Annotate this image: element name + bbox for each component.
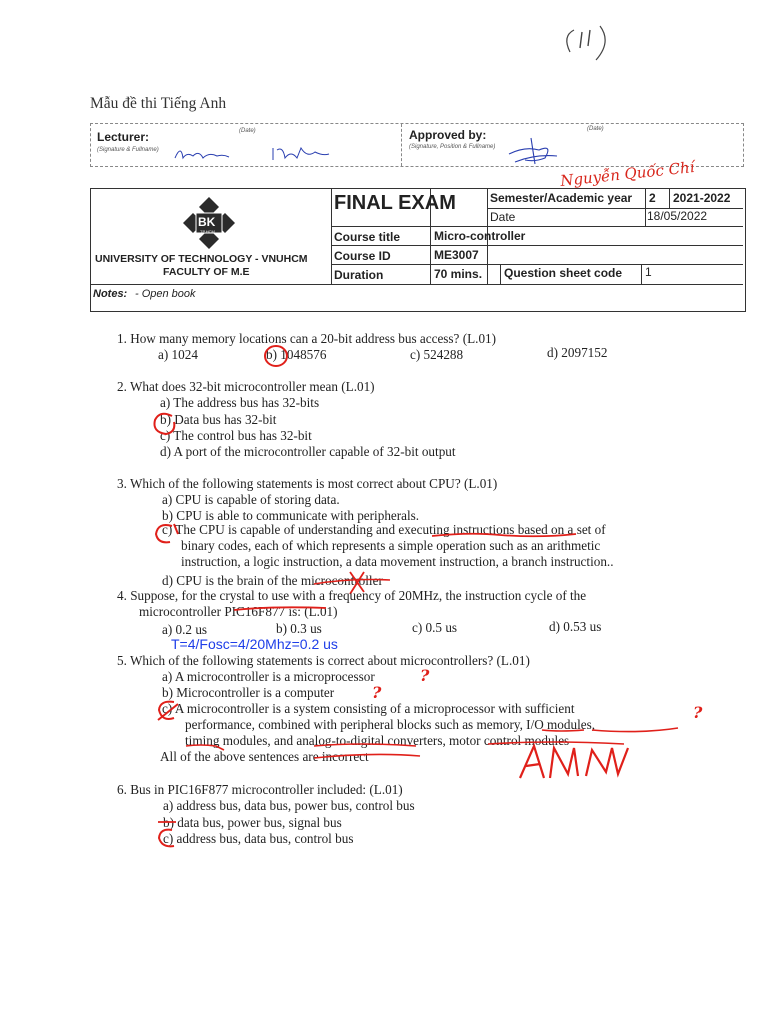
q2-answer-circle	[150, 410, 180, 438]
q1-option-b: b) 1048576	[266, 347, 327, 362]
approver-name: Nguyễn Quốc Chí	[559, 158, 696, 190]
q5-option-b: b) Microcontroller is a computer	[162, 685, 335, 700]
q4-option-c: c) 0.5 us	[412, 620, 458, 635]
q5-option-c-line2: performance, combined with peripheral blocks such as memory, I/O modules,	[185, 717, 596, 732]
duration-value: 70 mins.	[434, 267, 483, 281]
question-2: 2. What does 32-bit microcontroller mean (L.01)	[117, 379, 375, 394]
q5-option-d: All of the above sentences are incorrect	[160, 749, 369, 764]
notes-label: Notes:	[93, 288, 128, 300]
q3-option-c-line1: c) The CPU is capable of understanding and executing instructions based on a set of	[162, 522, 606, 537]
course-id-label: Course ID	[334, 249, 391, 263]
date-value: 18/05/2022	[647, 209, 708, 223]
q6-answer-circle	[154, 812, 188, 852]
q1-answer-circle	[262, 343, 290, 369]
sheet-code-value: 1	[645, 265, 652, 279]
page-number-mark	[560, 22, 612, 66]
approved-date-hint: (Date)	[587, 126, 604, 132]
exam-header-table	[90, 188, 746, 312]
approved-label: Approved by:	[409, 128, 487, 142]
sheet-code-label: Question sheet code	[504, 266, 623, 280]
q3-option-a: a) CPU is capable of storing data.	[162, 492, 340, 507]
q4-solution-note: T=4/Fosc=4/20Mhz=0.2 us	[171, 636, 338, 652]
q3-answer-circle	[150, 520, 182, 548]
semester-value: 2	[649, 191, 656, 205]
course-title-value: Micro-controller	[434, 229, 526, 243]
q5-question-mark-b: ?	[372, 683, 382, 702]
q5-scribble	[516, 742, 646, 782]
duration-label: Duration	[334, 268, 384, 282]
q5-option-a: a) A microcontroller is a microprocessor	[162, 669, 375, 684]
year-value: 2021-2022	[673, 191, 731, 205]
approved-sign-hint: (Signature, Position & Fullname)	[409, 144, 496, 150]
q3-option-c-line3: instruction, a logic instruction, a data movement instruction, a branch instruction..	[181, 554, 614, 569]
q2-option-d: d) A port of the microcontroller capable of 32-bit output	[160, 444, 456, 459]
exam-title: FINAL EXAM	[334, 192, 456, 214]
q2-option-b: b) Data bus has 32-bit	[160, 412, 277, 427]
q2-option-c: c) The control bus has 32-bit	[160, 428, 312, 443]
lecturer-signature	[173, 142, 333, 164]
semester-label: Semester/Academic year	[490, 191, 633, 205]
question-1: 1. How many memory locations can a 20-bit address bus access? (L.01)	[117, 331, 497, 346]
lecturer-date-hint: (Date)	[239, 128, 256, 134]
q6-option-b: b) data bus, power bus, signal bus	[163, 815, 342, 830]
q2-option-a: a) The address bus has 32-bits	[160, 395, 320, 410]
q6-option-a: a) address bus, data bus, power bus, control bus	[163, 798, 415, 813]
q3-underline	[430, 530, 580, 540]
approval-box	[90, 123, 744, 167]
q5-question-mark-a: ?	[420, 666, 430, 685]
q3-option-c-line2: binary codes, each of which represents a simple operation such as an arithmetic	[181, 538, 601, 553]
q1-option-d: d) 2097152	[547, 345, 608, 360]
faculty-name: FACULTY OF M.E	[163, 266, 250, 278]
logo-subtext: TP.HCM	[200, 229, 215, 234]
page-heading: Mẫu đề thi Tiếng Anh	[90, 95, 227, 112]
question-5: 5. Which of the following statements is correct about microcontrollers? (L.01)	[117, 653, 530, 668]
question-4-line1: 4. Suppose, for the crystal to use with a frequency of 20MHz, the instruction cycle of the	[117, 588, 587, 603]
question-4-line2: microcontroller PIC16F877 is: (L.01)	[139, 604, 338, 619]
q5-option-c-line1: c) A microcontroller is a system consisting of a microprocessor with sufficient	[162, 701, 575, 716]
lecturer-sign-hint: (Signature & Fullname)	[97, 147, 159, 153]
q3-option-d: d) CPU is the brain of the microcontroller	[162, 573, 383, 588]
q5-question-mark-c: ?	[693, 703, 703, 722]
question-3: 3. Which of the following statements is most correct about CPU? (L.01)	[117, 476, 498, 491]
q1-option-a: a) 1024	[158, 347, 198, 362]
notes-value: - Open book	[135, 288, 196, 300]
q4-underline	[232, 602, 332, 614]
course-id-value: ME3007	[434, 248, 479, 262]
question-6: 6. Bus in PIC16F877 microcontroller included: (L.01)	[117, 782, 403, 797]
university-name: UNIVERSITY OF TECHNOLOGY - VNUHCM	[95, 253, 308, 265]
q5-option-c-line3: timing modules, and analog-to-digital converters, motor control modules	[185, 733, 570, 748]
q6-option-c: c) address bus, data bus, control bus	[163, 831, 354, 846]
approver-signature	[505, 134, 565, 166]
course-title-label: Course title	[334, 230, 401, 244]
lecturer-label: Lecturer:	[97, 130, 150, 144]
q3-option-b: b) CPU is able to communicate with peripherals.	[162, 508, 420, 523]
q1-option-c: c) 524288	[410, 347, 464, 362]
q4-option-b: b) 0.3 us	[276, 621, 322, 636]
q4-option-d: d) 0.53 us	[549, 619, 602, 634]
q4-option-a: a) 0.2 us	[162, 622, 208, 637]
date-label: Date	[490, 210, 516, 224]
logo-text: BK	[198, 215, 216, 229]
q5-answer-circle	[154, 698, 184, 724]
